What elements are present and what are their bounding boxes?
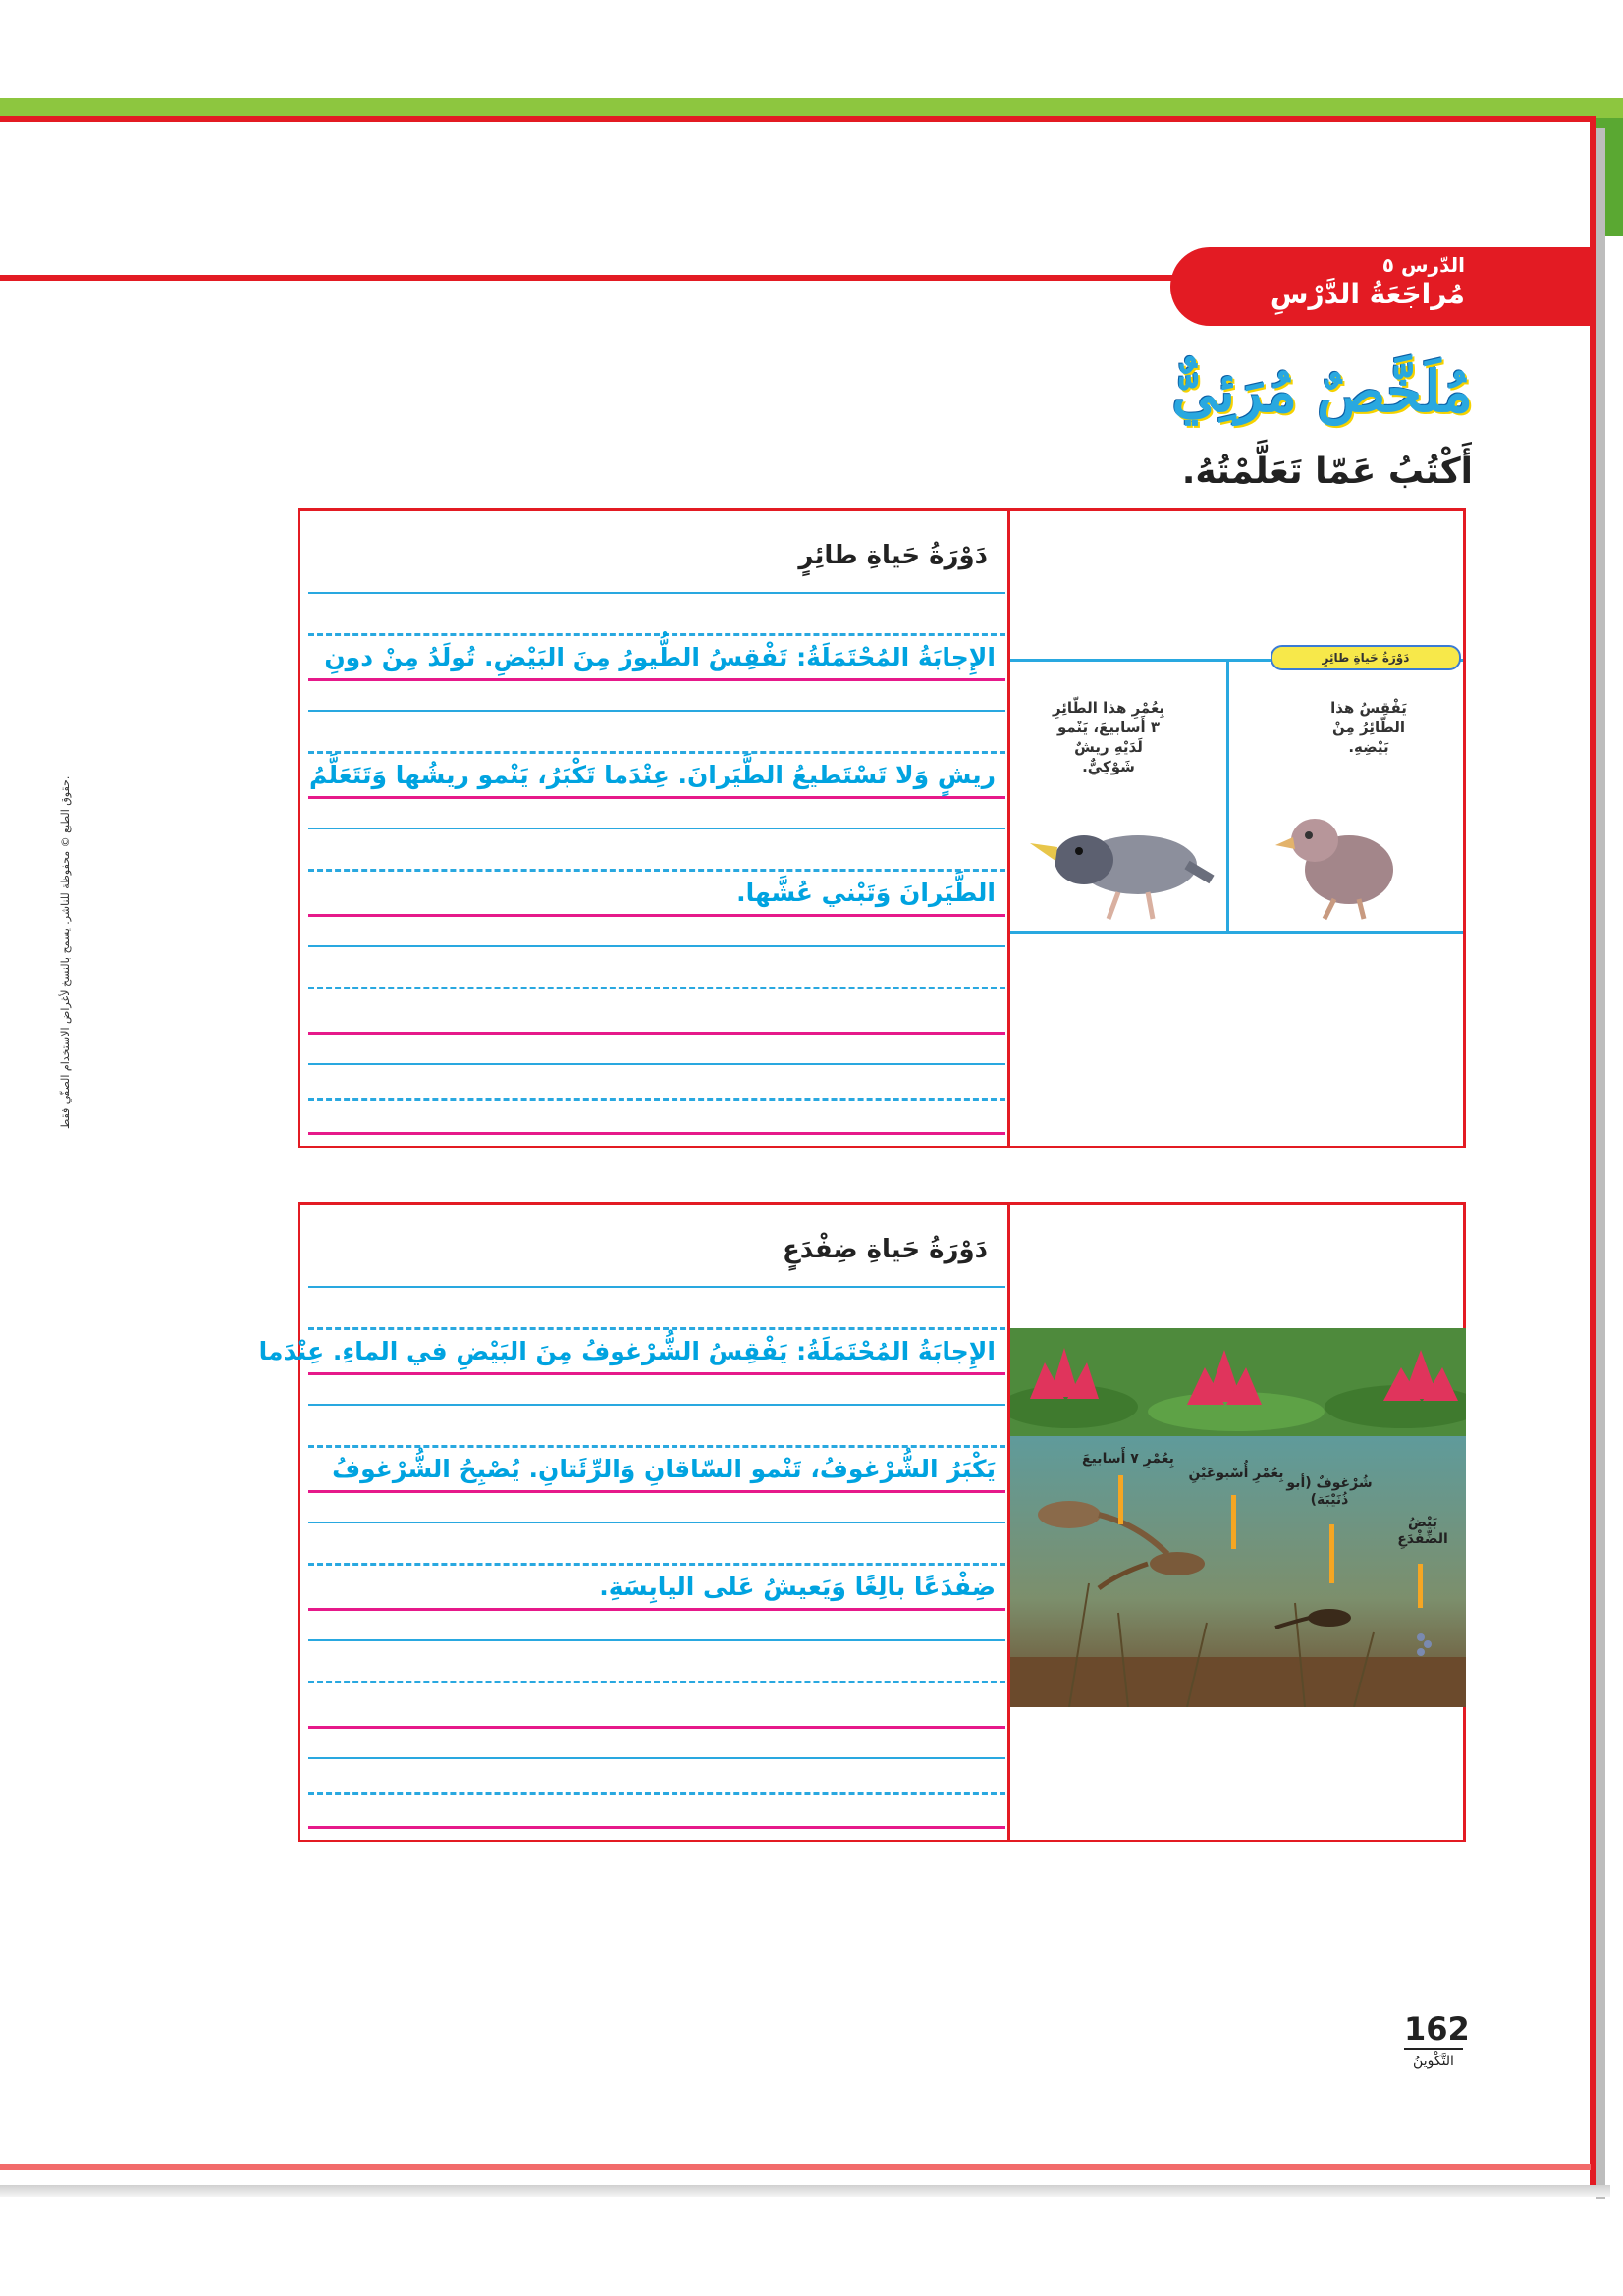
frog-writing-area — [258, 1205, 1005, 1843]
bird-lifecycle-panel — [298, 508, 1466, 1148]
guide-line — [308, 1327, 1005, 1330]
frame-shadow — [1596, 128, 1605, 2199]
guide-line — [308, 1639, 1005, 1641]
guide-line — [308, 1098, 1005, 1101]
guide-line — [308, 678, 1005, 681]
page-number: 162 — [1404, 2010, 1470, 2048]
guide-line — [308, 869, 1005, 872]
guide-line — [308, 1063, 1005, 1065]
guide-line — [308, 1404, 1005, 1406]
bottom-shadow — [0, 2185, 1610, 2197]
guide-line — [308, 1372, 1005, 1375]
page-frame — [0, 116, 1596, 2192]
lesson-header-badge — [1170, 247, 1593, 326]
guide-line — [308, 914, 1005, 917]
guide-line — [308, 828, 1005, 829]
stage-marker — [1418, 1564, 1423, 1608]
bird-panel-title: دَوْرَةُ حَياةِ طائِرٍ — [798, 541, 988, 570]
guide-line — [308, 592, 1005, 594]
lesson-number: الدّرس ٥ — [1381, 253, 1465, 277]
guide-line — [308, 1132, 1005, 1135]
bird-answer-line-1: الإِجابَةُ المُحْتَمَلَةُ: تَفْقِسُ الطُّيورُ مِنَ البَيْضِ. تُولَدُ مِنْ دونِ — [324, 643, 996, 671]
bird-answer-line-3: الطَّيَرانَ وَتَبْني عُشَّها. — [736, 879, 996, 907]
bird-answer-line-2: ريشٍ وَلا تَسْتَطيعُ الطَّيَرانَ. عِنْدَما تَكْبَرُ، يَنْمو ريشُها وَتَتَعَلَّمُ — [309, 761, 996, 789]
bottom-rule — [0, 2164, 1591, 2170]
guide-line — [308, 1792, 1005, 1795]
stage-tadpole: شُرْغوفٌ (أبو ذُنَيْبَة) — [1286, 1475, 1373, 1508]
stage-marker — [1231, 1495, 1236, 1549]
guide-line — [308, 1286, 1005, 1288]
stage-marker — [1118, 1475, 1123, 1524]
frog-pond-image — [1010, 1328, 1466, 1707]
guide-line — [308, 1757, 1005, 1759]
guide-line — [308, 796, 1005, 799]
stage-2-weeks: بِعُمْرِ أُسْبوعَيْنِ — [1188, 1466, 1284, 1481]
instruction-text: أَكْتُبُ عَمّا تَعَلَّمْتُهُ. — [1181, 452, 1473, 492]
guide-line — [308, 1445, 1005, 1448]
stage-7-weeks: بِعُمْرِ ٧ أَسابيعَ — [1082, 1451, 1174, 1467]
guide-line — [308, 1726, 1005, 1729]
guide-line — [308, 1826, 1005, 1829]
hatchling-bird-image — [1266, 776, 1413, 924]
frog-answer-line-1: الإِجابَةُ المُحْتَمَلَةُ: يَفْقِسُ الشُّرْغوفُ مِنَ البَيْضِ في الماءِ. عِنْدَما — [258, 1337, 996, 1365]
guide-line — [308, 1490, 1005, 1493]
guide-line — [308, 710, 1005, 712]
stage-frog-eggs: بَيْضُ الضِّفْدَعِ — [1397, 1515, 1448, 1547]
guide-line — [308, 751, 1005, 754]
three-week-bird-image — [1030, 806, 1217, 924]
guide-line — [308, 1032, 1005, 1035]
frog-answer-line-2: يَكْبَرُ الشُّرْغوفُ، تَنْمو السّاقانِ وَالرِّئَتانِ. يُصْبِحُ الشُّرْغوفُ — [332, 1455, 996, 1483]
copyright-side-text: حقوق الطبع © محفوظة للناشر. يسمح بالنسخ لأغراض الاستخدام الصفّي فقط. — [59, 775, 72, 1129]
frog-lifecycle-panel — [258, 1202, 1466, 1842]
guide-line — [308, 1522, 1005, 1523]
guide-line — [308, 1681, 1005, 1683]
stage-marker — [1329, 1524, 1334, 1583]
bird-photos — [1010, 651, 1463, 934]
hatchling-caption: يَفْقِسُ هذا الطّائِرُ مِنْ بَيْضِهِ. — [1330, 699, 1407, 756]
section-name: التَّكْوينُ — [1413, 2054, 1454, 2069]
lesson-title: مُراجَعَةُ الدَّرْسِ — [1270, 278, 1465, 310]
top-green-bar — [0, 98, 1623, 118]
guide-line — [308, 633, 1005, 636]
guide-line — [308, 987, 1005, 989]
guide-line — [308, 1563, 1005, 1566]
three-week-bird-caption: بِعُمْرِ هذا الطّائِرِ ٣ أَسابيعَ، يَنْمو لَدَيْهِ ريشٌ شَوْكِيٌّ. — [1052, 699, 1165, 775]
bird-writing-area — [308, 511, 1005, 1149]
lifecycle-tag: دَوْرَةُ حَياةِ طائِرٍ — [1271, 645, 1461, 670]
header-rule — [0, 275, 1178, 281]
frog-panel-title: دَوْرَةُ حَياةِ ضِفْدَعٍ — [782, 1235, 988, 1264]
guide-line — [308, 1608, 1005, 1611]
visual-summary-title: مُلَخَّصٌ مُرَئِيٌّ — [1171, 358, 1473, 425]
guide-line — [308, 945, 1005, 947]
frog-answer-line-3: ضِفْدَعًا بالِغًا وَيَعيشُ عَلى اليابِسَةِ. — [599, 1573, 996, 1601]
